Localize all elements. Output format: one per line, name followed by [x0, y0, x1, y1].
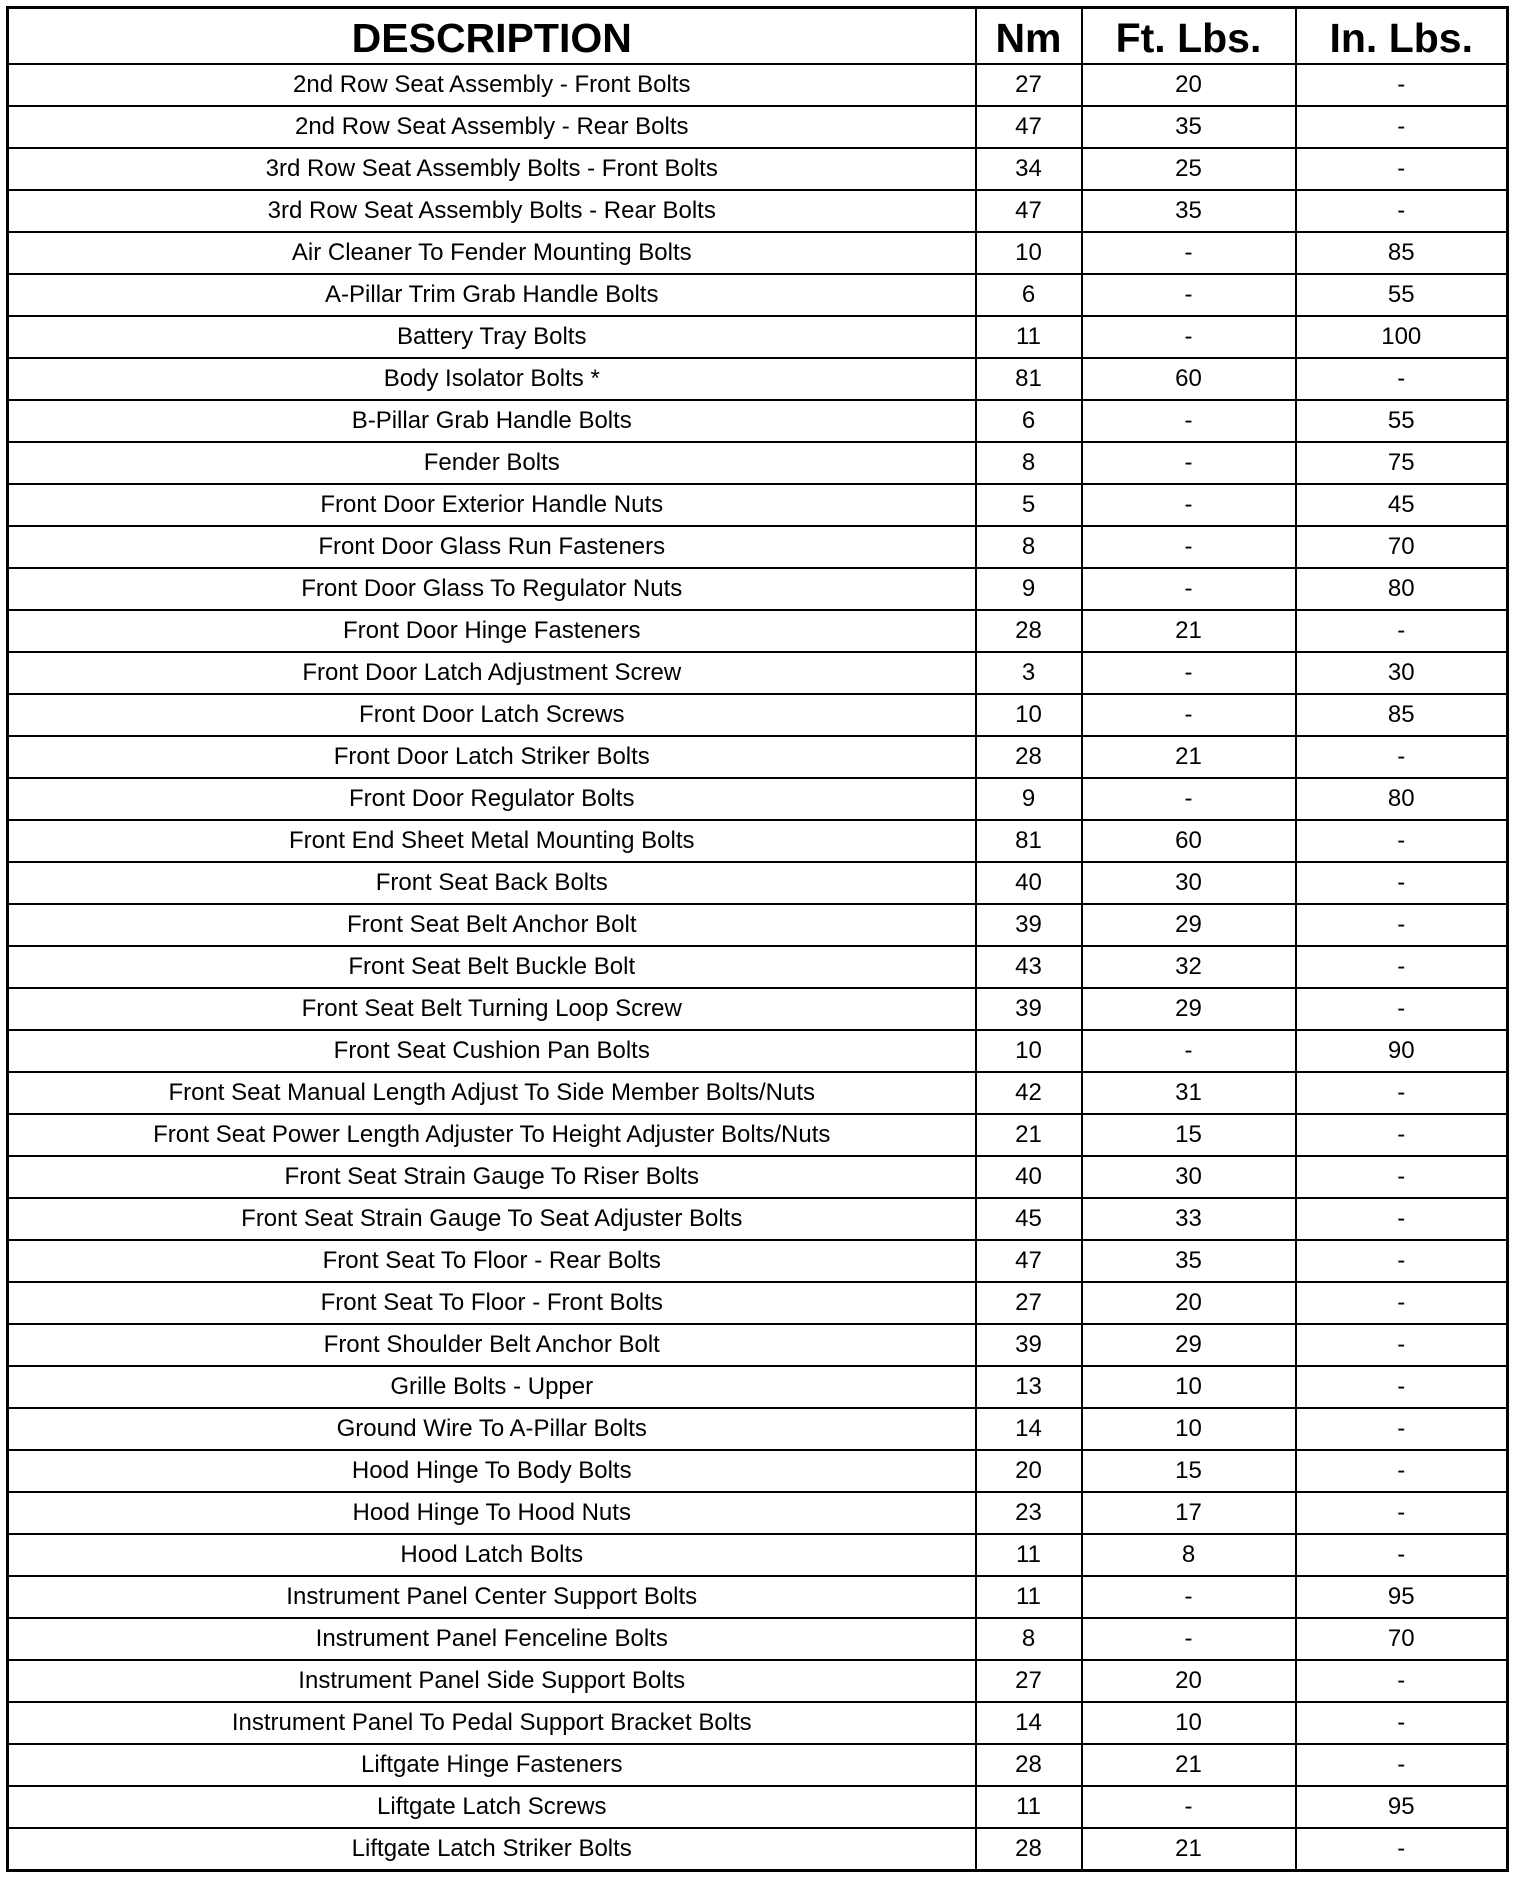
cell-nm: 5	[976, 484, 1082, 526]
cell-in-lbs: -	[1296, 946, 1508, 988]
table-row	[8, 820, 1508, 862]
cell-in-lbs: 90	[1296, 1030, 1508, 1072]
cell-description: 2nd Row Seat Assembly - Front Bolts	[8, 64, 976, 106]
cell-ft-lbs: 20	[1082, 1660, 1296, 1702]
cell-description: Front Door Latch Screws	[8, 694, 976, 736]
cell-in-lbs: 80	[1296, 778, 1508, 820]
cell-ft-lbs: -	[1082, 652, 1296, 694]
table-row	[8, 988, 1508, 1030]
cell-ft-lbs: 29	[1082, 1324, 1296, 1366]
table-row	[8, 946, 1508, 988]
table-row	[8, 106, 1508, 148]
cell-description: Front End Sheet Metal Mounting Bolts	[8, 820, 976, 862]
cell-description: Front Seat Back Bolts	[8, 862, 976, 904]
table-row	[8, 1366, 1508, 1408]
cell-ft-lbs: 15	[1082, 1450, 1296, 1492]
cell-description: 3rd Row Seat Assembly Bolts - Front Bolts	[8, 148, 976, 190]
cell-ft-lbs: 25	[1082, 148, 1296, 190]
cell-in-lbs: -	[1296, 1408, 1508, 1450]
cell-ft-lbs: 35	[1082, 106, 1296, 148]
cell-nm: 11	[976, 1576, 1082, 1618]
table-row	[8, 1408, 1508, 1450]
cell-in-lbs: -	[1296, 106, 1508, 148]
cell-ft-lbs: 10	[1082, 1408, 1296, 1450]
table-body	[8, 64, 1508, 1871]
cell-description: Front Door Latch Adjustment Screw	[8, 652, 976, 694]
cell-ft-lbs: 20	[1082, 1282, 1296, 1324]
cell-ft-lbs: -	[1082, 1030, 1296, 1072]
cell-in-lbs: -	[1296, 1240, 1508, 1282]
cell-ft-lbs: 8	[1082, 1534, 1296, 1576]
table-row	[8, 316, 1508, 358]
cell-description: Liftgate Latch Striker Bolts	[8, 1828, 976, 1871]
cell-description: Instrument Panel To Pedal Support Bracket Bolts	[8, 1702, 976, 1744]
cell-in-lbs: 85	[1296, 694, 1508, 736]
cell-description: B-Pillar Grab Handle Bolts	[8, 400, 976, 442]
table-row	[8, 1618, 1508, 1660]
cell-ft-lbs: -	[1082, 442, 1296, 484]
cell-description: Front Seat Cushion Pan Bolts	[8, 1030, 976, 1072]
cell-in-lbs: 100	[1296, 316, 1508, 358]
cell-nm: 27	[976, 1282, 1082, 1324]
table-row	[8, 1282, 1508, 1324]
cell-ft-lbs: 32	[1082, 946, 1296, 988]
cell-in-lbs: -	[1296, 1072, 1508, 1114]
table-row	[8, 484, 1508, 526]
cell-ft-lbs: 10	[1082, 1702, 1296, 1744]
cell-in-lbs: -	[1296, 904, 1508, 946]
table-row	[8, 148, 1508, 190]
cell-ft-lbs: -	[1082, 484, 1296, 526]
cell-nm: 28	[976, 736, 1082, 778]
cell-ft-lbs: 35	[1082, 1240, 1296, 1282]
cell-in-lbs: 70	[1296, 1618, 1508, 1660]
cell-in-lbs: 55	[1296, 400, 1508, 442]
table-row	[8, 1324, 1508, 1366]
cell-description: Front Shoulder Belt Anchor Bolt	[8, 1324, 976, 1366]
column-header-ft-lbs: Ft. Lbs.	[1082, 8, 1296, 65]
cell-in-lbs: -	[1296, 1828, 1508, 1871]
table-row	[8, 652, 1508, 694]
cell-in-lbs: -	[1296, 1366, 1508, 1408]
table-row	[8, 1702, 1508, 1744]
table-row	[8, 442, 1508, 484]
cell-nm: 8	[976, 442, 1082, 484]
cell-nm: 47	[976, 1240, 1082, 1282]
cell-ft-lbs: -	[1082, 400, 1296, 442]
cell-ft-lbs: 31	[1082, 1072, 1296, 1114]
cell-description: Instrument Panel Center Support Bolts	[8, 1576, 976, 1618]
table-row	[8, 1744, 1508, 1786]
cell-in-lbs: -	[1296, 1660, 1508, 1702]
table-row	[8, 64, 1508, 106]
cell-description: Front Seat Belt Turning Loop Screw	[8, 988, 976, 1030]
cell-nm: 40	[976, 1156, 1082, 1198]
cell-description: Liftgate Latch Screws	[8, 1786, 976, 1828]
cell-in-lbs: -	[1296, 190, 1508, 232]
cell-in-lbs: -	[1296, 1156, 1508, 1198]
cell-nm: 28	[976, 1744, 1082, 1786]
cell-ft-lbs: 60	[1082, 820, 1296, 862]
cell-nm: 11	[976, 1534, 1082, 1576]
cell-nm: 47	[976, 190, 1082, 232]
cell-ft-lbs: -	[1082, 1618, 1296, 1660]
cell-nm: 10	[976, 694, 1082, 736]
cell-in-lbs: 95	[1296, 1786, 1508, 1828]
table-row	[8, 1114, 1508, 1156]
cell-nm: 10	[976, 1030, 1082, 1072]
cell-nm: 27	[976, 1660, 1082, 1702]
cell-description: Hood Hinge To Hood Nuts	[8, 1492, 976, 1534]
cell-in-lbs: -	[1296, 736, 1508, 778]
column-header-nm: Nm	[976, 8, 1082, 65]
cell-in-lbs: -	[1296, 1282, 1508, 1324]
cell-in-lbs: -	[1296, 1198, 1508, 1240]
cell-nm: 8	[976, 526, 1082, 568]
cell-nm: 23	[976, 1492, 1082, 1534]
cell-nm: 34	[976, 148, 1082, 190]
cell-description: Air Cleaner To Fender Mounting Bolts	[8, 232, 976, 274]
cell-ft-lbs: 10	[1082, 1366, 1296, 1408]
table-row	[8, 1198, 1508, 1240]
cell-ft-lbs: -	[1082, 232, 1296, 274]
table-row	[8, 274, 1508, 316]
cell-nm: 6	[976, 274, 1082, 316]
cell-in-lbs: 80	[1296, 568, 1508, 610]
cell-nm: 81	[976, 358, 1082, 400]
cell-description: Front Door Glass Run Fasteners	[8, 526, 976, 568]
cell-in-lbs: -	[1296, 1492, 1508, 1534]
cell-nm: 11	[976, 316, 1082, 358]
table-row	[8, 1072, 1508, 1114]
cell-in-lbs: -	[1296, 1744, 1508, 1786]
cell-ft-lbs: 21	[1082, 1828, 1296, 1871]
cell-ft-lbs: 30	[1082, 1156, 1296, 1198]
cell-description: A-Pillar Trim Grab Handle Bolts	[8, 274, 976, 316]
cell-in-lbs: 85	[1296, 232, 1508, 274]
cell-ft-lbs: 17	[1082, 1492, 1296, 1534]
cell-nm: 8	[976, 1618, 1082, 1660]
table-row	[8, 232, 1508, 274]
cell-in-lbs: -	[1296, 358, 1508, 400]
cell-ft-lbs: -	[1082, 526, 1296, 568]
cell-ft-lbs: 21	[1082, 610, 1296, 652]
table-row	[8, 1492, 1508, 1534]
cell-nm: 28	[976, 610, 1082, 652]
cell-ft-lbs: 29	[1082, 904, 1296, 946]
cell-nm: 27	[976, 64, 1082, 106]
table-row	[8, 568, 1508, 610]
cell-description: Fender Bolts	[8, 442, 976, 484]
cell-ft-lbs: 35	[1082, 190, 1296, 232]
cell-description: Front Seat Manual Length Adjust To Side Member Bolts/Nuts	[8, 1072, 976, 1114]
cell-in-lbs: -	[1296, 148, 1508, 190]
cell-description: Instrument Panel Fenceline Bolts	[8, 1618, 976, 1660]
cell-description: Liftgate Hinge Fasteners	[8, 1744, 976, 1786]
cell-ft-lbs: -	[1082, 778, 1296, 820]
table-row	[8, 1576, 1508, 1618]
cell-in-lbs: -	[1296, 64, 1508, 106]
cell-ft-lbs: 21	[1082, 736, 1296, 778]
cell-description: 2nd Row Seat Assembly - Rear Bolts	[8, 106, 976, 148]
cell-ft-lbs: 20	[1082, 64, 1296, 106]
table-row	[8, 904, 1508, 946]
cell-ft-lbs: 30	[1082, 862, 1296, 904]
table-row	[8, 1786, 1508, 1828]
cell-description: Front Seat Strain Gauge To Riser Bolts	[8, 1156, 976, 1198]
torque-spec-table	[6, 6, 1509, 1872]
cell-description: Front Seat Belt Anchor Bolt	[8, 904, 976, 946]
cell-description: Front Door Latch Striker Bolts	[8, 736, 976, 778]
cell-in-lbs: 70	[1296, 526, 1508, 568]
cell-ft-lbs: -	[1082, 1576, 1296, 1618]
cell-in-lbs: -	[1296, 862, 1508, 904]
cell-in-lbs: -	[1296, 1114, 1508, 1156]
header-row	[8, 8, 1508, 65]
table-row	[8, 358, 1508, 400]
cell-description: Front Door Glass To Regulator Nuts	[8, 568, 976, 610]
cell-description: Front Door Exterior Handle Nuts	[8, 484, 976, 526]
cell-description: Front Seat Strain Gauge To Seat Adjuster Bolts	[8, 1198, 976, 1240]
table-row	[8, 694, 1508, 736]
cell-description: Hood Latch Bolts	[8, 1534, 976, 1576]
cell-description: Front Seat To Floor - Rear Bolts	[8, 1240, 976, 1282]
cell-description: Front Seat Power Length Adjuster To Height Adjuster Bolts/Nuts	[8, 1114, 976, 1156]
cell-description: Battery Tray Bolts	[8, 316, 976, 358]
table-row	[8, 526, 1508, 568]
cell-ft-lbs: -	[1082, 568, 1296, 610]
cell-nm: 9	[976, 568, 1082, 610]
table-row	[8, 1240, 1508, 1282]
cell-nm: 9	[976, 778, 1082, 820]
cell-nm: 43	[976, 946, 1082, 988]
cell-ft-lbs: 29	[1082, 988, 1296, 1030]
cell-ft-lbs: 21	[1082, 1744, 1296, 1786]
cell-nm: 45	[976, 1198, 1082, 1240]
cell-ft-lbs: -	[1082, 694, 1296, 736]
cell-nm: 39	[976, 904, 1082, 946]
table-row	[8, 1450, 1508, 1492]
cell-description: Front Seat Belt Buckle Bolt	[8, 946, 976, 988]
cell-description: Hood Hinge To Body Bolts	[8, 1450, 976, 1492]
cell-nm: 14	[976, 1408, 1082, 1450]
cell-nm: 13	[976, 1366, 1082, 1408]
cell-nm: 21	[976, 1114, 1082, 1156]
cell-nm: 40	[976, 862, 1082, 904]
cell-description: Front Seat To Floor - Front Bolts	[8, 1282, 976, 1324]
cell-ft-lbs: 15	[1082, 1114, 1296, 1156]
cell-nm: 3	[976, 652, 1082, 694]
table-row	[8, 778, 1508, 820]
cell-nm: 10	[976, 232, 1082, 274]
cell-description: Front Door Regulator Bolts	[8, 778, 976, 820]
cell-nm: 28	[976, 1828, 1082, 1871]
column-header-description: DESCRIPTION	[8, 8, 976, 65]
table-row	[8, 736, 1508, 778]
table-row	[8, 862, 1508, 904]
table-row	[8, 190, 1508, 232]
cell-nm: 39	[976, 988, 1082, 1030]
cell-ft-lbs: -	[1082, 1786, 1296, 1828]
cell-in-lbs: -	[1296, 1534, 1508, 1576]
cell-description: Front Door Hinge Fasteners	[8, 610, 976, 652]
table-row	[8, 610, 1508, 652]
cell-nm: 39	[976, 1324, 1082, 1366]
cell-in-lbs: -	[1296, 988, 1508, 1030]
cell-description: Instrument Panel Side Support Bolts	[8, 1660, 976, 1702]
cell-in-lbs: 95	[1296, 1576, 1508, 1618]
cell-nm: 11	[976, 1786, 1082, 1828]
cell-description: Ground Wire To A-Pillar Bolts	[8, 1408, 976, 1450]
table-row	[8, 1828, 1508, 1871]
cell-ft-lbs: 33	[1082, 1198, 1296, 1240]
cell-ft-lbs: -	[1082, 274, 1296, 316]
table-row	[8, 1156, 1508, 1198]
table-row	[8, 1660, 1508, 1702]
cell-nm: 20	[976, 1450, 1082, 1492]
cell-nm: 47	[976, 106, 1082, 148]
cell-ft-lbs: -	[1082, 316, 1296, 358]
cell-in-lbs: 55	[1296, 274, 1508, 316]
cell-nm: 6	[976, 400, 1082, 442]
cell-in-lbs: 45	[1296, 484, 1508, 526]
cell-in-lbs: 30	[1296, 652, 1508, 694]
table-row	[8, 1534, 1508, 1576]
cell-description: Grille Bolts - Upper	[8, 1366, 976, 1408]
cell-ft-lbs: 60	[1082, 358, 1296, 400]
cell-nm: 42	[976, 1072, 1082, 1114]
column-header-in-lbs: In. Lbs.	[1296, 8, 1508, 65]
cell-description: Body Isolator Bolts *	[8, 358, 976, 400]
cell-in-lbs: -	[1296, 820, 1508, 862]
table-row	[8, 1030, 1508, 1072]
cell-in-lbs: 75	[1296, 442, 1508, 484]
cell-description: 3rd Row Seat Assembly Bolts - Rear Bolts	[8, 190, 976, 232]
cell-in-lbs: -	[1296, 1324, 1508, 1366]
cell-in-lbs: -	[1296, 610, 1508, 652]
cell-nm: 81	[976, 820, 1082, 862]
cell-in-lbs: -	[1296, 1702, 1508, 1744]
cell-in-lbs: -	[1296, 1450, 1508, 1492]
table-row	[8, 400, 1508, 442]
cell-nm: 14	[976, 1702, 1082, 1744]
